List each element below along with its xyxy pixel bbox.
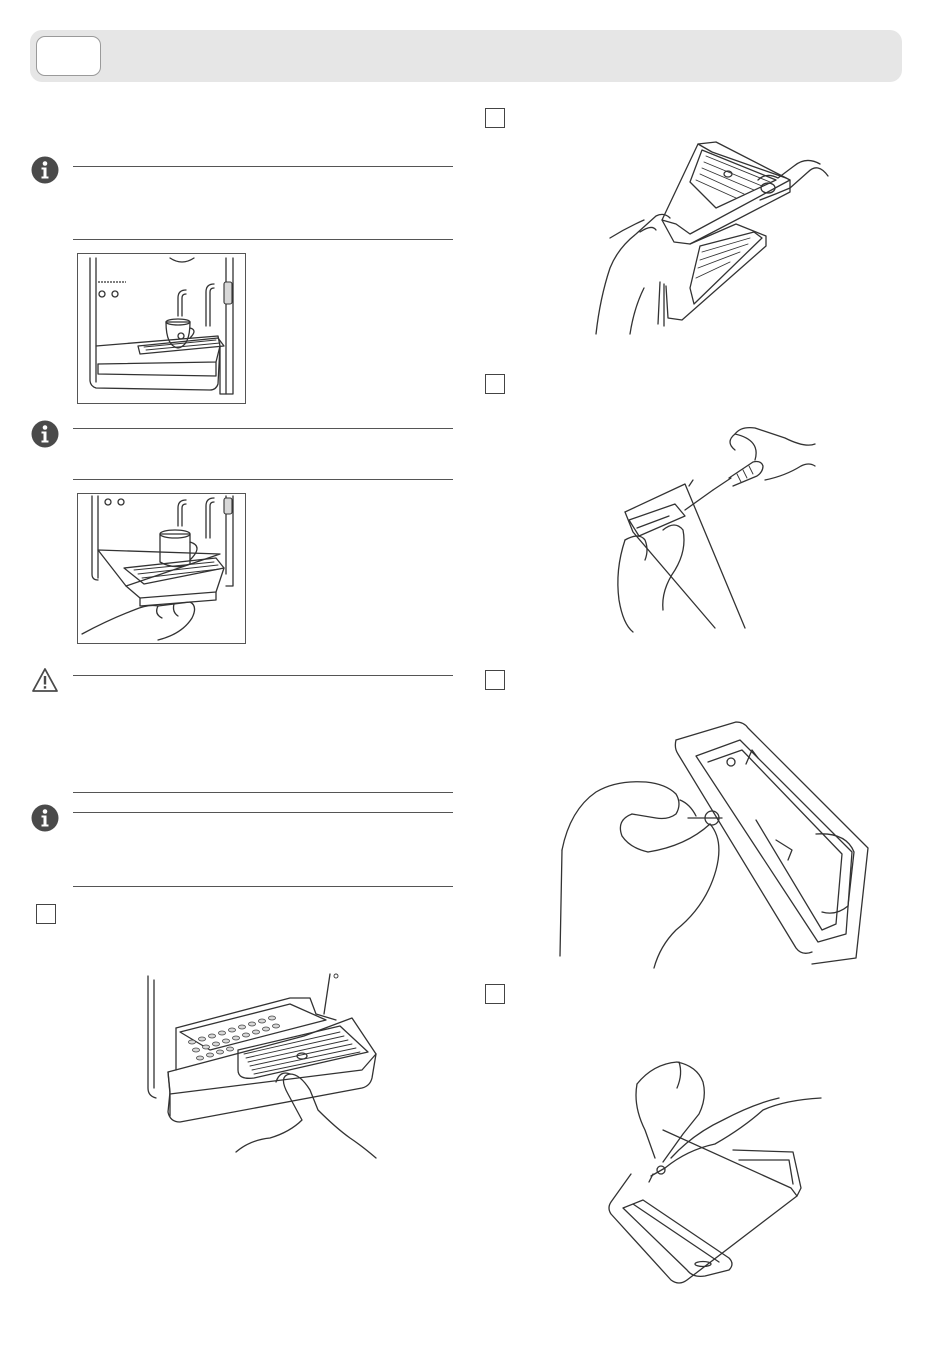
info-icon	[31, 156, 59, 184]
figure-remove-float-pin	[556, 720, 874, 970]
figure-espresso-cup	[77, 253, 246, 404]
note-rule-bottom	[73, 886, 453, 887]
step-checkbox-icon	[485, 374, 505, 394]
section-header-bar	[30, 30, 902, 82]
step-checkbox-icon	[485, 984, 505, 1004]
warning-rule-bottom	[73, 792, 453, 793]
warning-icon	[31, 667, 59, 693]
step-checkbox-icon	[485, 670, 505, 690]
figure-remove-drip-tray	[140, 970, 385, 1162]
note-rule-bottom	[73, 479, 453, 480]
note-rule-top	[73, 812, 453, 813]
note-rule-bottom	[73, 239, 453, 240]
figure-large-cup	[77, 493, 246, 644]
info-icon	[31, 804, 59, 832]
info-icon	[31, 420, 59, 448]
step-checkbox-icon	[36, 904, 56, 924]
section-number-tab	[36, 36, 101, 76]
note-rule-top	[73, 166, 453, 167]
figure-lift-drip-tray-grid	[590, 138, 835, 338]
note-rule-top	[73, 428, 453, 429]
warning-rule-top	[73, 675, 453, 676]
step-checkbox-icon	[485, 108, 505, 128]
figure-unscrew-tray	[605, 420, 820, 635]
figure-insert-float-pin	[603, 1058, 825, 1288]
